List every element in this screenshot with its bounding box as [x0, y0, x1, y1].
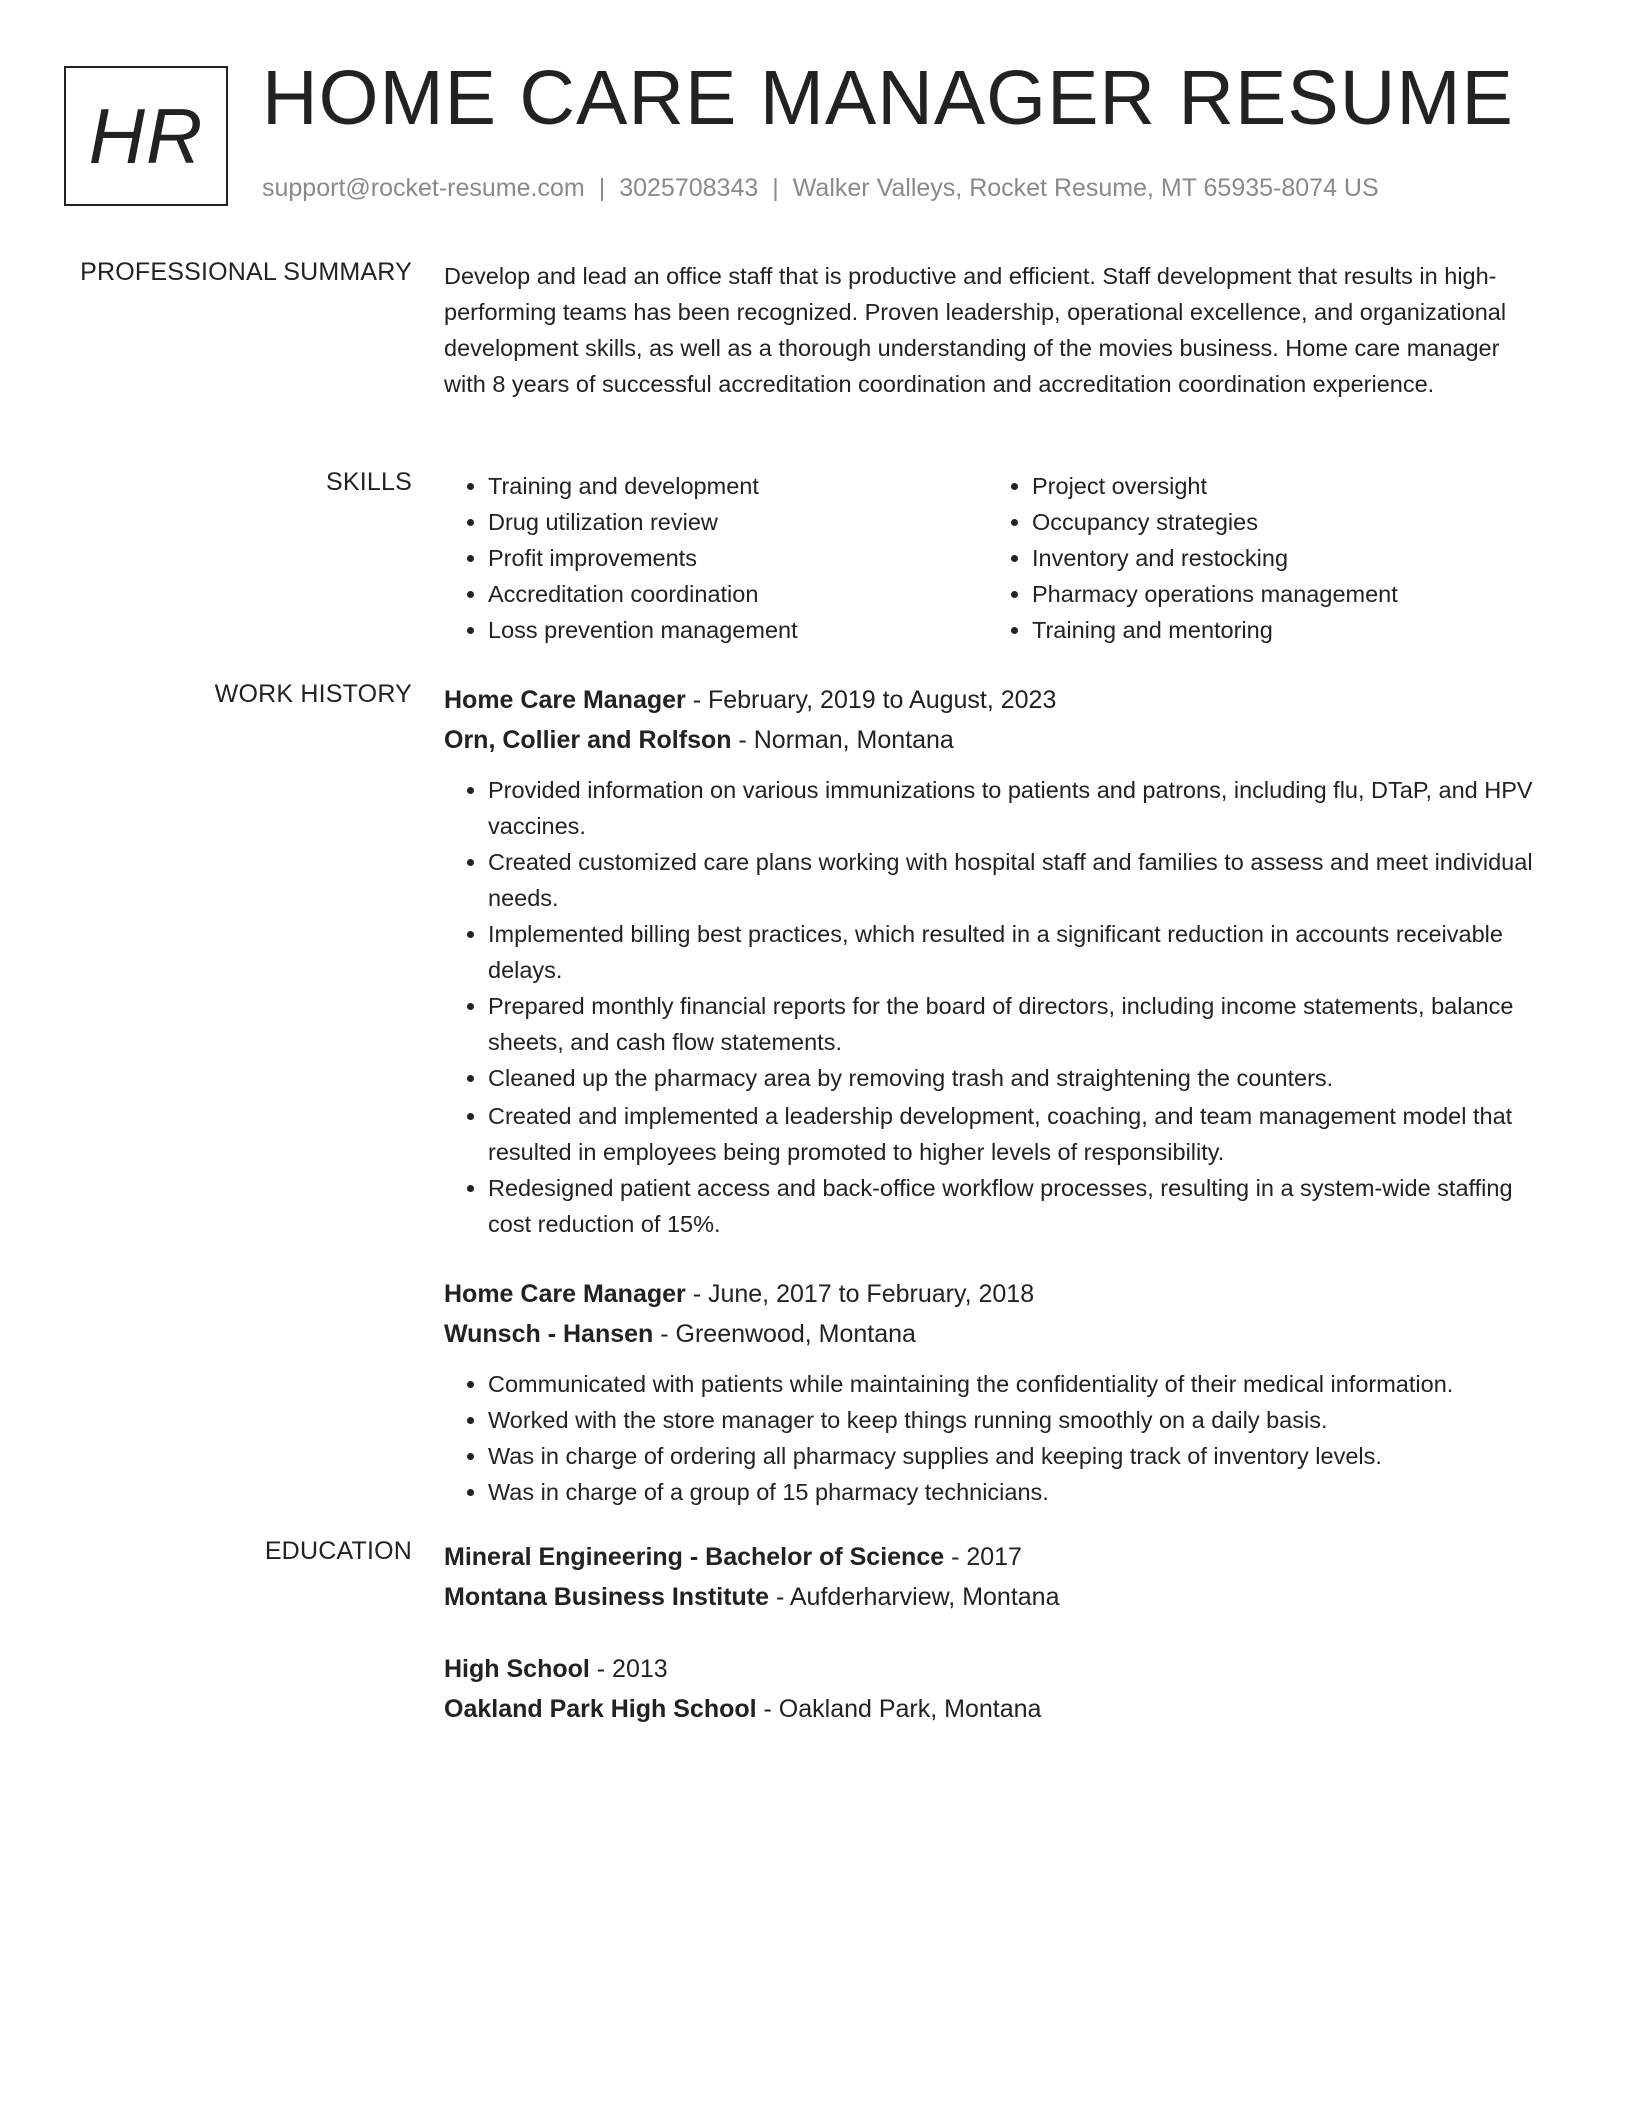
skill-item: • Loss prevention management	[488, 612, 988, 648]
job-bullet: • Cleaned up the pharmacy area by removing trash and straightening the counters.	[488, 1060, 1534, 1096]
summary-text: Develop and lead an office staff that is productive and efficient. Staff development that results in high-performing teams has been recognized. Proven leadership, operational excellence, and organizational development skills, as well as a thorough understanding of the movies business. Home care manager with 8 years of successful accreditation coordination and accreditation coordination experience.	[444, 263, 1507, 397]
job-company: Orn, Collier and Rolfson	[444, 726, 732, 754]
skill-item: • Occupancy strategies	[1032, 504, 1532, 540]
job-title: Home Care Manager	[444, 1280, 686, 1308]
education-school-line	[444, 1689, 1534, 1729]
contact-address: Walker Valleys, Rocket Resume, MT 65935-8074 US	[792, 174, 1379, 202]
education-degree: Mineral Engineering - Bachelor of Science	[444, 1543, 945, 1571]
skill-item: • Training and development	[488, 468, 988, 504]
skill-item: • Pharmacy operations management	[1032, 576, 1532, 612]
contact-phone: 3025708343	[619, 174, 759, 202]
section-label: PROFESSIONAL SUMMARY	[80, 258, 412, 286]
job-bullet: • Prepared monthly financial reports for the board of directors, including income statements, balance sheets, and cash flow statements.	[488, 988, 1534, 1060]
contact-separator: |	[772, 174, 779, 202]
job-bullets	[444, 772, 1534, 1242]
section-label: SKILLS	[326, 468, 412, 496]
contact-line	[262, 174, 1379, 203]
education-entry	[444, 1649, 1534, 1729]
education-body	[444, 1537, 1534, 1729]
job-bullet: • Redesigned patient access and back-office workflow processes, resulting in a system-wide staffing cost reduction of 15%.	[488, 1170, 1534, 1242]
education-school-line	[444, 1577, 1534, 1617]
job-company: Wunsch - Hansen	[444, 1320, 654, 1348]
education-school: Montana Business Institute	[444, 1583, 770, 1611]
education-degree-line	[444, 1537, 1534, 1577]
job-title: Home Care Manager	[444, 686, 686, 714]
education-location: - Aufderharview, Montana	[769, 1583, 1060, 1611]
job-title-line	[444, 1274, 1534, 1314]
education-year: - 2017	[944, 1543, 1022, 1571]
job-bullet: • Provided information on various immunizations to patients and patrons, including flu, DTaP, and HPV vaccines.	[488, 772, 1534, 844]
job-bullet: • Was in charge of ordering all pharmacy supplies and keeping track of inventory levels.	[488, 1438, 1534, 1474]
job-title-line	[444, 680, 1534, 720]
skill-item: • Accreditation coordination	[488, 576, 988, 612]
job-company-line	[444, 1314, 1534, 1354]
education-location: - Oakland Park, Montana	[756, 1695, 1042, 1723]
job-bullet: • Created and implemented a leadership development, coaching, and team management model that resulted in employees being promoted to higher levels of responsibility.	[488, 1098, 1534, 1170]
skill-item: • Project oversight	[1032, 468, 1532, 504]
education-school: Oakland Park High School	[444, 1695, 757, 1723]
monogram-logo: HR	[64, 66, 228, 206]
section-label: EDUCATION	[264, 1537, 412, 1565]
education-entry	[444, 1537, 1534, 1617]
skills-list-right	[988, 468, 1532, 648]
skill-item: • Inventory and restocking	[1032, 540, 1532, 576]
contact-email: support@rocket-resume.com	[262, 174, 585, 202]
education-year: - 2013	[589, 1655, 668, 1683]
education-degree-line	[444, 1649, 1534, 1689]
job-company-line	[444, 720, 1534, 760]
job-bullet: • Created customized care plans working with hospital staff and families to assess and meet individual needs.	[488, 844, 1534, 916]
contact-separator: |	[598, 174, 606, 202]
job-dates: - June, 2017 to February, 2018	[685, 1280, 1035, 1308]
job-bullets	[444, 1366, 1534, 1510]
resume-title: HOME CARE MANAGER RESUME	[262, 55, 1514, 141]
skills-list-left	[444, 468, 988, 648]
job-bullet: • Was in charge of a group of 15 pharmacy technicians.	[488, 1474, 1534, 1510]
skills-body	[444, 468, 1534, 648]
work-history-body	[444, 680, 1534, 1510]
skill-item: • Drug utilization review	[488, 504, 988, 540]
job-entry	[444, 680, 1534, 1242]
skill-item: • Profit improvements	[488, 540, 988, 576]
education-degree: High School	[444, 1655, 590, 1683]
job-bullet: • Communicated with patients while maintaining the confidentiality of their medical information.	[488, 1366, 1534, 1402]
job-dates: - February, 2019 to August, 2023	[685, 686, 1057, 714]
job-location: - Norman, Montana	[731, 726, 954, 754]
section-label: WORK HISTORY	[214, 680, 412, 708]
job-bullet: • Worked with the store manager to keep things running smoothly on a daily basis.	[488, 1402, 1534, 1438]
skill-item: • Training and mentoring	[1032, 612, 1532, 648]
job-location: - Greenwood, Montana	[653, 1320, 916, 1348]
job-entry	[444, 1274, 1534, 1510]
job-bullet: • Implemented billing best practices, which resulted in a significant reduction in accounts receivable delays.	[488, 916, 1534, 988]
